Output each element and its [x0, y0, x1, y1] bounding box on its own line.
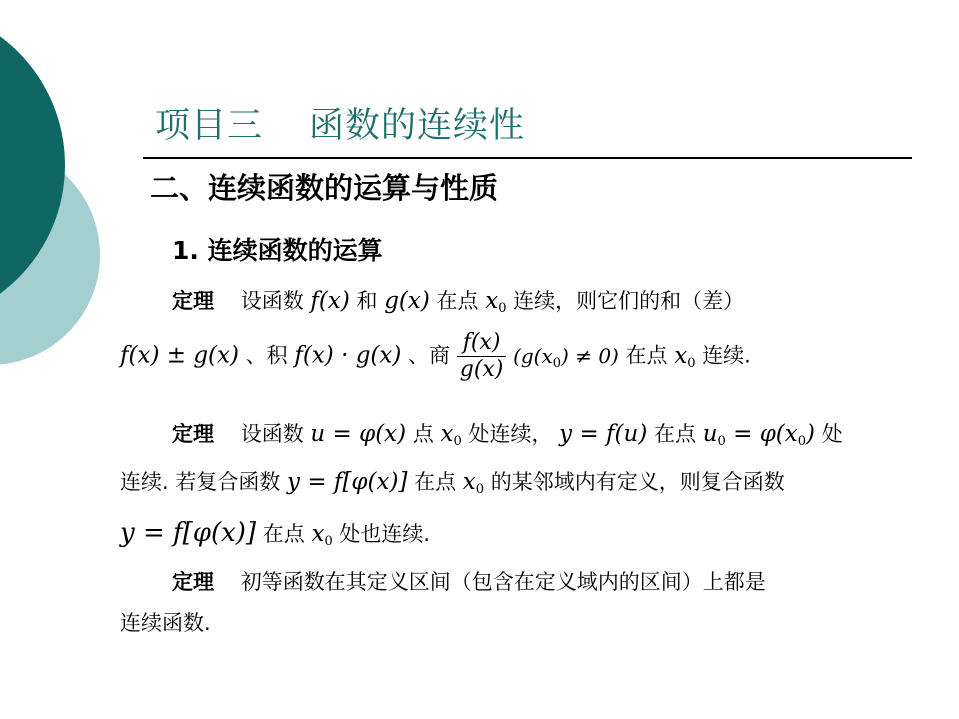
theorem-label: 定理 — [172, 422, 214, 446]
text: 在点 — [414, 470, 457, 494]
subscript: 0 — [552, 355, 562, 371]
part: ) ≠ 0) — [561, 343, 619, 368]
formula-y: y = f(u) — [559, 421, 648, 447]
theorem3-line2: 连续函数. — [120, 611, 211, 635]
text: 、商 — [408, 343, 451, 368]
var: x — [674, 342, 688, 369]
text: 在点 — [654, 422, 696, 446]
theorem1-line2 — [120, 332, 751, 381]
formula-gx: g(x) — [384, 288, 430, 314]
text: 设函数 — [240, 422, 304, 446]
part: (g(x — [513, 343, 553, 368]
text: 、积 — [245, 343, 288, 368]
text: 处 — [821, 422, 843, 446]
var: u — [702, 421, 718, 447]
section-heading: 二、连续函数的运算与性质 — [150, 171, 499, 205]
theorem1-line1 — [172, 290, 744, 315]
subscript: 0 — [717, 434, 726, 449]
formula-composite: y = f[φ(x)] — [287, 469, 408, 495]
formula-sum: f(x) ± g(x) — [120, 342, 239, 369]
theorem2-line2 — [120, 471, 785, 496]
text: 点 — [412, 422, 434, 446]
numerator: f(x) — [457, 332, 507, 357]
text: 在点 — [262, 522, 305, 546]
text: 在点 — [625, 343, 668, 368]
theorem2-line3 — [120, 520, 430, 548]
part: ) — [806, 421, 816, 447]
var: x — [462, 469, 476, 495]
part: = φ(x — [725, 421, 798, 447]
formula-quotient — [457, 332, 507, 381]
formula-product: f(x) · g(x) — [294, 342, 402, 369]
text: 设函数 — [240, 289, 304, 313]
text: 连续. — [702, 343, 751, 368]
theorem-label: 定理 — [172, 570, 214, 594]
formula-composite: y = f[φ(x)] — [120, 518, 257, 548]
text: 的某邻域内有定义，则复合函数 — [490, 470, 785, 494]
subscript: 0 — [687, 355, 696, 371]
formula-u0 — [703, 421, 815, 447]
theorem2-line1 — [172, 423, 843, 448]
theorem-label: 定理 — [172, 289, 214, 313]
text: 初等函数在其定义区间（包含在定义域内的区间）上都是 — [240, 570, 766, 594]
title-topic: 函数的连续性 — [309, 106, 526, 146]
formula-u: u = φ(x) — [310, 421, 407, 447]
text: 处连续， — [468, 422, 553, 446]
formula-x0 — [674, 343, 695, 369]
text: 在点 — [436, 289, 479, 313]
title-divider — [143, 157, 912, 159]
theorem3-line1 — [172, 572, 766, 593]
formula-x0 — [441, 421, 462, 447]
subsection-heading: 1. 连续函数的运算 — [172, 236, 383, 265]
denominator: g(x) — [459, 357, 504, 382]
text: 连续，则它们的和（差） — [513, 289, 745, 313]
subscript: 0 — [498, 301, 507, 316]
subscript: 0 — [797, 434, 807, 449]
formula-x0 — [311, 521, 332, 547]
subscript: 0 — [324, 534, 333, 549]
var: x — [311, 521, 325, 547]
formula-x0 — [463, 469, 484, 495]
var: x — [440, 421, 454, 447]
text: 处也连续. — [339, 522, 431, 546]
text: 连续. 若复合函数 — [120, 470, 281, 494]
var: x — [485, 288, 499, 314]
page-title — [155, 98, 525, 148]
formula-fx: f(x) — [310, 288, 350, 314]
formula-x0 — [485, 288, 506, 314]
subscript: 0 — [453, 434, 462, 449]
formula-condition — [513, 343, 619, 371]
text: 和 — [356, 289, 378, 313]
title-project: 项目三 — [155, 106, 264, 146]
subscript: 0 — [475, 482, 485, 497]
